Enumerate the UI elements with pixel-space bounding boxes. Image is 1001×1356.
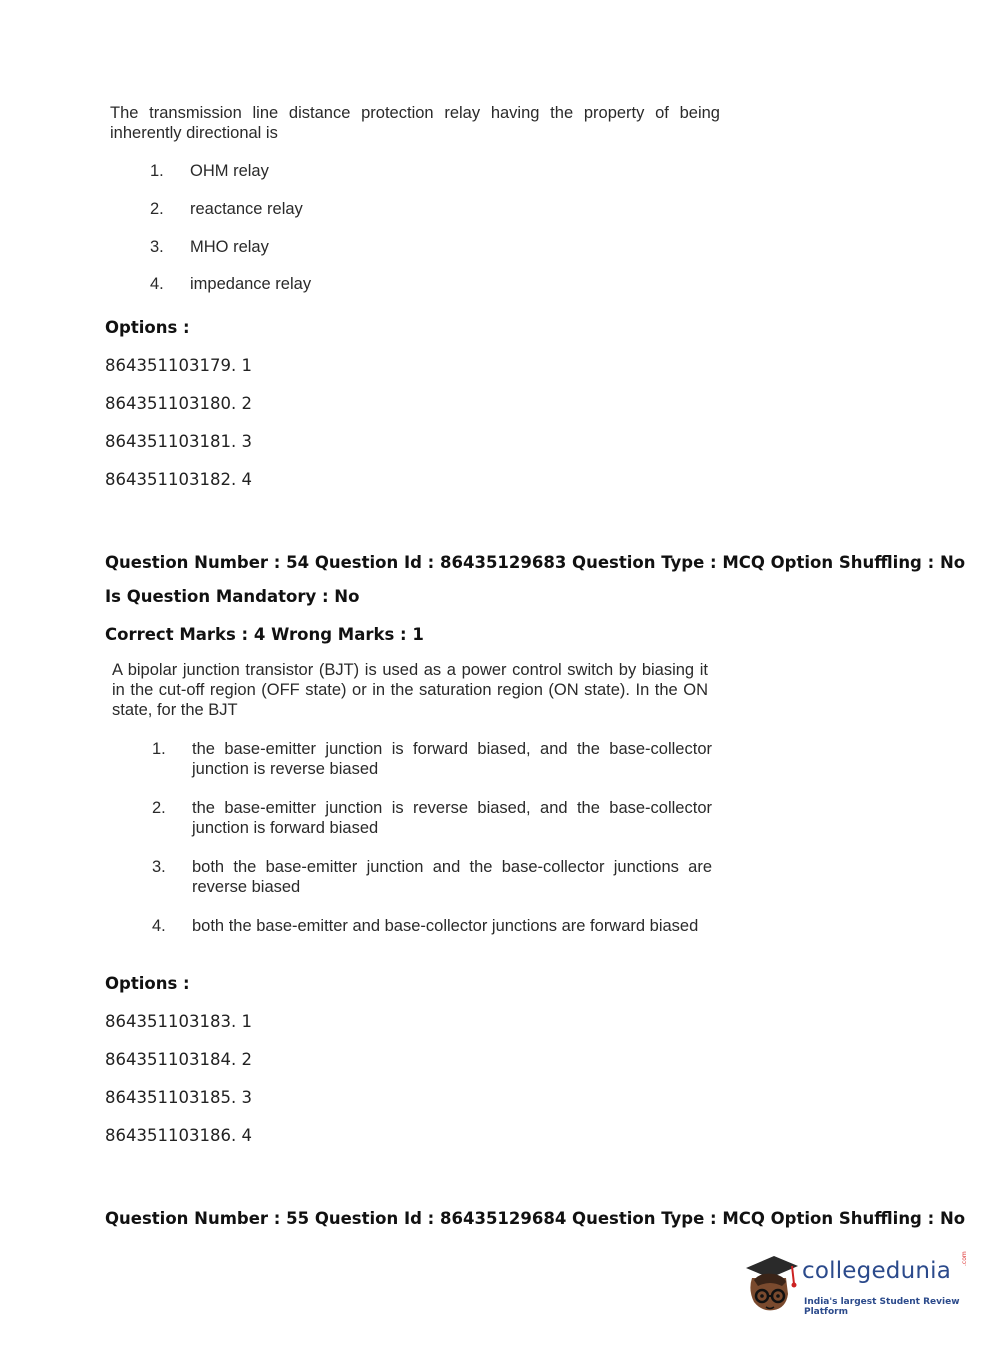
collegedunia-logo: [740, 1250, 970, 1320]
choice-text: OHM relay: [190, 162, 269, 180]
choice-number: 2.: [150, 200, 164, 218]
choice-number: 2.: [152, 799, 166, 817]
choice-number: 3.: [150, 238, 164, 256]
logo-suffix: .com: [961, 1251, 968, 1266]
option-id: 864351103180. 2: [105, 394, 252, 413]
choice-number: 1.: [150, 162, 164, 180]
choice-number: 3.: [152, 858, 166, 876]
option-id: 864351103181. 3: [105, 432, 252, 451]
mandatory-line: Is Question Mandatory : No: [105, 587, 360, 606]
logo-wordmark: collegedunia: [802, 1258, 952, 1284]
marks-line: Correct Marks : 4 Wrong Marks : 1: [105, 625, 424, 644]
option-id: 864351103183. 1: [105, 1012, 252, 1031]
choice-item: [150, 274, 710, 294]
choice-item: [152, 739, 712, 779]
choice-item: [150, 199, 710, 219]
option-id: 864351103179. 1: [105, 356, 252, 375]
question-text: The transmission line distance protection relay having the property of being inherently directional is: [110, 104, 720, 142]
question-header: Question Number : 54 Question Id : 86435129683 Question Type : MCQ Option Shuffling : No: [105, 553, 966, 572]
question-54-block: [112, 660, 712, 935]
choice-number: 1.: [152, 740, 166, 758]
choice-number: 4.: [150, 275, 164, 293]
choice-text: reactance relay: [190, 200, 303, 218]
choice-text: MHO relay: [190, 238, 269, 256]
choice-item: [152, 916, 712, 936]
choice-text: the base-emitter junction is forward biased, and the base-collector junction is reverse biased: [192, 740, 712, 778]
choice-text: both the base-emitter junction and the base-collector junctions are reverse biased: [192, 858, 712, 896]
choice-text: both the base-emitter and base-collector junctions are forward biased: [192, 917, 699, 935]
mascot-icon: [740, 1250, 802, 1318]
logo-tagline: India's largest Student Review Platform: [804, 1297, 960, 1317]
choice-number: 4.: [152, 917, 166, 935]
option-id: 864351103182. 4: [105, 470, 252, 489]
choice-item: [150, 237, 710, 257]
options-heading: Options :: [105, 974, 190, 993]
choice-item: [152, 857, 712, 897]
option-id: 864351103184. 2: [105, 1050, 252, 1069]
question-header: Question Number : 55 Question Id : 86435129684 Question Type : MCQ Option Shuffling : No: [105, 1209, 966, 1228]
options-heading: Options :: [105, 318, 190, 337]
choice-text: the base-emitter junction is reverse biased, and the base-collector junction is forward biased: [192, 799, 712, 837]
question-53-block: [110, 103, 720, 293]
question-text: A bipolar junction transistor (BJT) is used as a power control switch by biasing it in the cut-off region (OFF state) or in the saturation region (ON state). In the ON state, for the BJT: [112, 661, 708, 719]
choice-item: [150, 161, 710, 181]
choice-item: [152, 798, 712, 838]
choice-text: impedance relay: [190, 275, 312, 293]
option-id: 864351103185. 3: [105, 1088, 252, 1107]
option-id: 864351103186. 4: [105, 1126, 252, 1145]
